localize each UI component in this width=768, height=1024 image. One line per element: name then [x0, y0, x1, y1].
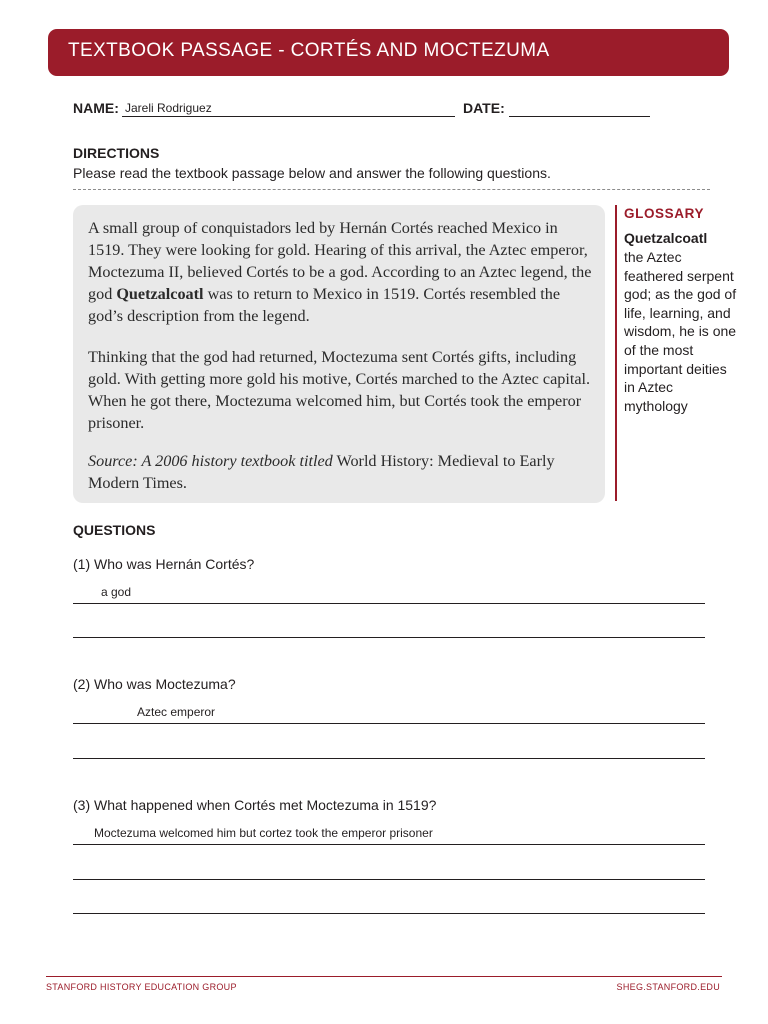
- name-date-row: [73, 100, 713, 120]
- answer-1: a god: [101, 585, 132, 599]
- answer-line[interactable]: [73, 913, 705, 914]
- date-field[interactable]: [509, 100, 650, 117]
- glossary-term: Quetzalcoatl: [624, 230, 708, 246]
- answer-line[interactable]: [73, 758, 705, 759]
- page-title: TEXTBOOK PASSAGE - CORTÉS AND MOCTEZUMA: [68, 40, 550, 61]
- directions-title: DIRECTIONS: [73, 145, 160, 161]
- passage-term: Quetzalcoatl: [116, 285, 204, 303]
- question-2: (2) Who was Moctezuma?: [73, 676, 236, 692]
- glossary-definition: the Aztec feathered serpent god; as the god of life, learning, and wisdom, he is one of the most important deities in Aztec mythology: [624, 249, 737, 414]
- passage-p1-text-end: was to return to Mexico in 1519. Cortés resembled the god’s description from the legend.: [88, 285, 561, 325]
- answer-line[interactable]: [73, 844, 705, 845]
- answer-line[interactable]: [73, 723, 705, 724]
- footer-url: SHEG.STANFORD.EDU: [616, 982, 720, 992]
- passage-paragraph-2: Thinking that the god had returned, Moctezuma sent Cortés gifts, including gold. With getting more gold his motive, Cortés marched to the Aztec capital. When he got there, Moctezuma welcomed him, but Cortés took the emperor prisoner.: [88, 348, 591, 432]
- answer-line[interactable]: [73, 879, 705, 880]
- name-field[interactable]: [122, 100, 455, 117]
- answer-line[interactable]: [73, 637, 705, 638]
- passage-box: [73, 205, 605, 503]
- answer-3: Moctezuma welcomed him but cortez took the emperor prisoner: [94, 826, 433, 840]
- source-title: World History: Medieval to Early Modern Times.: [88, 452, 555, 492]
- name-label: NAME:: [73, 100, 119, 116]
- source-label: Source: A 2006 history textbook titled: [88, 452, 333, 470]
- footer-organization: STANFORD HISTORY EDUCATION GROUP: [46, 982, 237, 992]
- glossary-divider: [615, 205, 617, 501]
- passage-paragraph-1: [88, 217, 594, 327]
- question-1: (1) Who was Hernán Cortés?: [73, 556, 255, 572]
- questions-title: QUESTIONS: [73, 522, 156, 538]
- name-value: Jareli Rodriguez: [125, 101, 212, 115]
- date-label: DATE:: [463, 100, 505, 116]
- answer-line[interactable]: [73, 603, 705, 604]
- glossary-title: GLOSSARY: [624, 206, 705, 221]
- footer-divider: [46, 976, 722, 977]
- passage-p1-text: A small group of conquistadors led by Hernán Cortés reached Mexico in 1519. They were looking for gold. Hearing of this arrival, the Aztec emperor, Moctezuma II, believed Cortés to be a god. According to an Aztec legend, the god: [88, 219, 592, 303]
- passage-source: [88, 450, 594, 494]
- header-bar: [48, 29, 729, 76]
- directions-text: Please read the textbook passage below and answer the following questions.: [73, 165, 551, 181]
- dashed-divider: [73, 189, 710, 190]
- answer-2: Aztec emperor: [137, 705, 216, 719]
- question-3: (3) What happened when Cortés met Moctezuma in 1519?: [73, 797, 437, 813]
